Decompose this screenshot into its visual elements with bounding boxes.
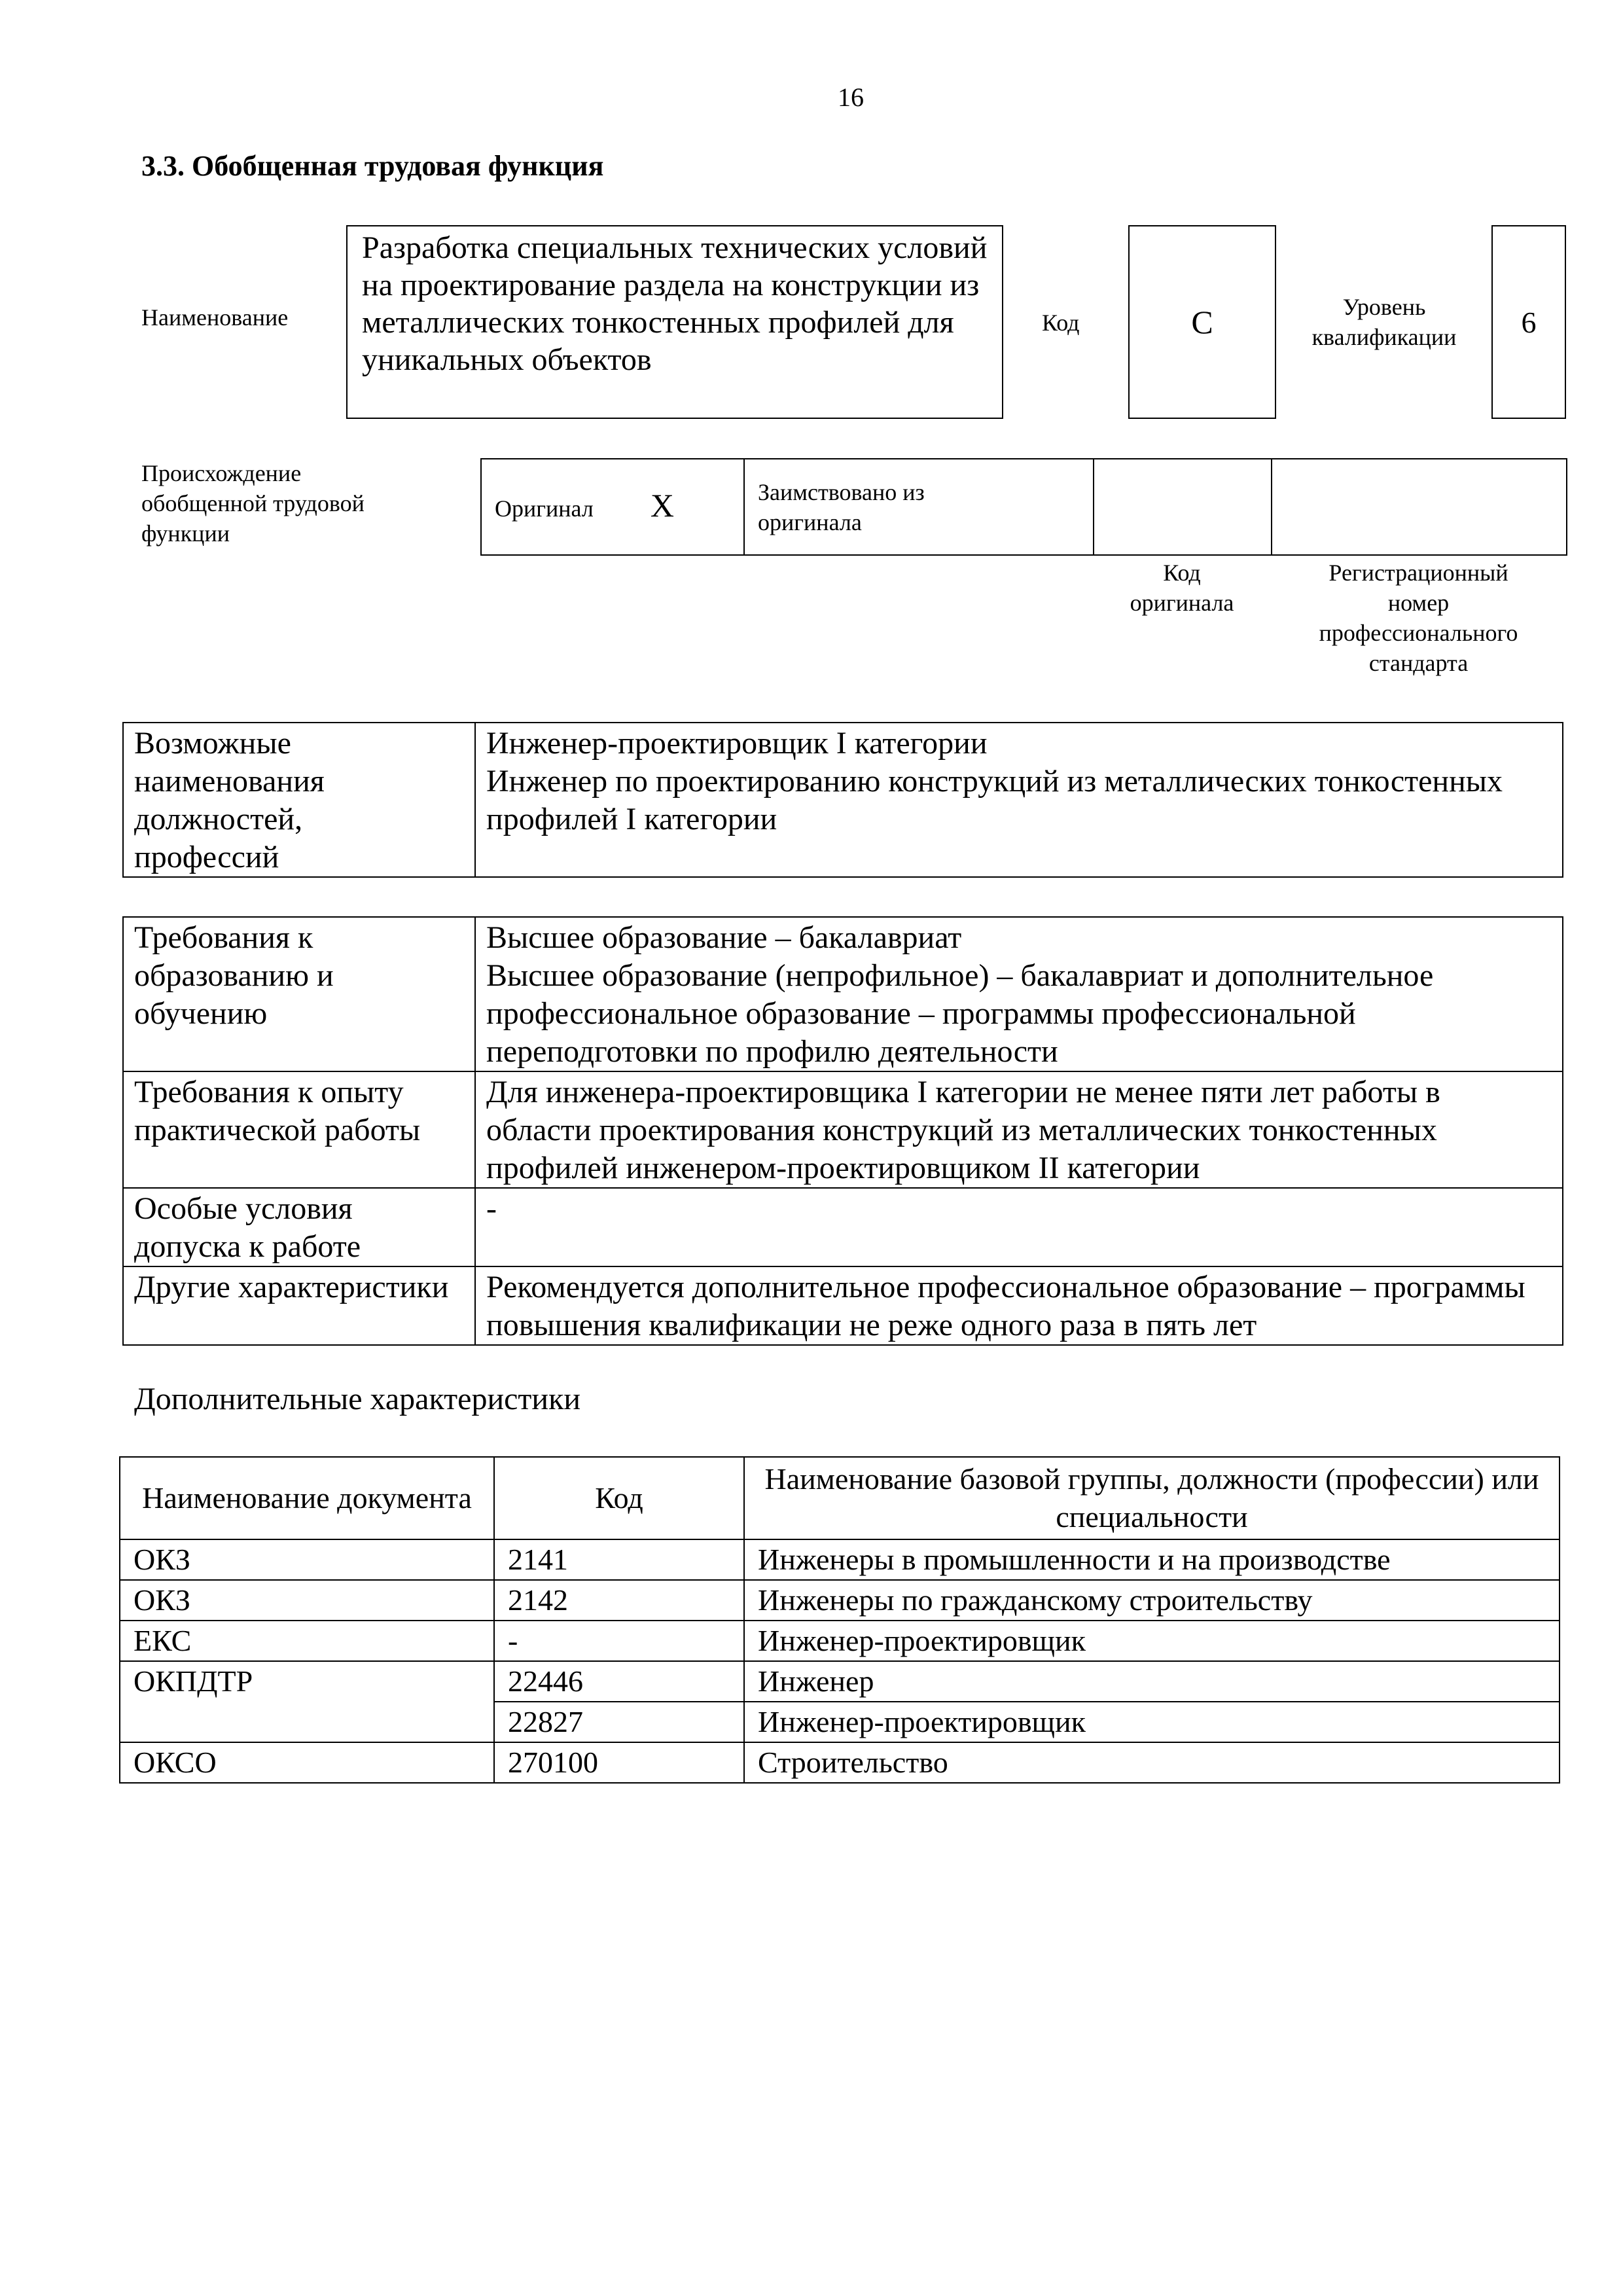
- requirement-label: Требования к опыту практической работы: [123, 1071, 475, 1188]
- caption-line: Код: [1163, 560, 1201, 586]
- requirement-line: Высшее образование – бакалавриат: [486, 920, 962, 955]
- requirement-value: [475, 1188, 1563, 1266]
- original-mark: X: [650, 487, 674, 524]
- code-value-box: [1128, 225, 1276, 419]
- requirement-line: Высшее образование (непрофильное) – бакалавриат и дополнительное профессиональное образование – программы профессиональной переподготовки по профилю деятельности: [486, 958, 1434, 1069]
- level-value-box: [1491, 225, 1566, 419]
- origin-label: [141, 458, 365, 548]
- header-group-name: Наименование базовой группы, должности (профессии) или специальности: [744, 1457, 1560, 1539]
- positions-table: [122, 722, 1563, 878]
- doc-cell: ОКЗ: [120, 1539, 494, 1580]
- requirement-label: Особые условия допуска к работе: [123, 1188, 475, 1266]
- requirement-line: Рекомендуется дополнительное профессиональное образование – программы повышения квалификации не реже одного раза в пять лет: [486, 1270, 1525, 1342]
- code-cell: 270100: [494, 1742, 744, 1783]
- name-cell: Строительство: [744, 1742, 1560, 1783]
- code-value: C: [1191, 304, 1213, 340]
- borrowed-cell: [744, 459, 1094, 555]
- requirement-row: [123, 1188, 1563, 1266]
- caption-line: Регистрационный: [1329, 560, 1508, 586]
- original-code-caption: [1093, 558, 1271, 618]
- caption-line: стандарта: [1368, 650, 1469, 676]
- name-label: Наименование: [141, 304, 289, 331]
- name-cell: Инженеры в промышленности и на производстве: [744, 1539, 1560, 1580]
- original-label: Оригинал: [495, 495, 594, 522]
- caption-line: номер: [1387, 590, 1450, 616]
- requirement-row: [123, 1266, 1563, 1345]
- requirements-table: [122, 916, 1563, 1346]
- origin-label-line: обобщенной трудовой: [141, 490, 365, 516]
- borrowed-label-line: оригинала: [758, 509, 862, 535]
- additional-table: [119, 1456, 1560, 1784]
- requirement-row: [123, 1071, 1563, 1188]
- origin-label-line: Происхождение: [141, 460, 302, 486]
- requirement-value: [475, 1266, 1563, 1345]
- level-label: [1283, 292, 1486, 352]
- requirement-label: Требования к образованию и обучению: [123, 917, 475, 1071]
- table-row: [120, 1580, 1560, 1621]
- code-cell: 2142: [494, 1580, 744, 1621]
- code-cell: 22446: [494, 1661, 744, 1702]
- original-cell: [481, 459, 744, 555]
- positions-label: [123, 723, 475, 877]
- requirement-row: [123, 917, 1563, 1071]
- requirement-label: Другие характеристики: [123, 1266, 475, 1345]
- origin-label-line: функции: [141, 520, 230, 547]
- positions-label-line: профессий: [134, 840, 279, 874]
- table-row: [120, 1661, 1560, 1702]
- caption-line: оригинала: [1130, 590, 1234, 616]
- name-cell: Инженеры по гражданскому строительству: [744, 1580, 1560, 1621]
- requirement-line: -: [486, 1191, 497, 1226]
- code-label: Код: [1042, 310, 1080, 336]
- header-doc-name: Наименование документа: [120, 1457, 494, 1539]
- table-row: [120, 1742, 1560, 1783]
- section-title: 3.3. Обобщенная трудовая функция: [141, 150, 604, 182]
- code-cell: 22827: [494, 1702, 744, 1742]
- name-cell: Инженер-проектировщик: [744, 1702, 1560, 1742]
- positions-label-line: Возможные: [134, 726, 291, 761]
- doc-cell: ОКСО: [120, 1742, 494, 1783]
- reg-number-caption: [1271, 558, 1566, 678]
- page-number: 16: [838, 82, 864, 112]
- position-title: Инженер по проектированию конструкций из металлических тонкостенных профилей I категории: [486, 764, 1503, 836]
- requirement-value: [475, 917, 1563, 1071]
- level-label-line1: Уровень: [1342, 294, 1426, 320]
- positions-label-line: должностей,: [134, 802, 303, 836]
- level-label-line2: квалификации: [1311, 324, 1457, 350]
- function-name-value: Разработка специальных технических условий на проектирование раздела на конструкции из металлических тонкостенных профилей для уникальных объектов: [346, 225, 1003, 419]
- code-cell: 2141: [494, 1539, 744, 1580]
- borrowed-label-line: Заимствовано из: [758, 478, 925, 505]
- doc-cell: ОКЗ: [120, 1580, 494, 1621]
- doc-cell: ОКПДТР: [120, 1661, 494, 1742]
- code-cell: -: [494, 1621, 744, 1661]
- requirement-line: Для инженера-проектировщика I категории не менее пяти лет работы в области проектирования конструкций из металлических тонкостенных профилей инженером-проектировщиком II категории: [486, 1075, 1440, 1185]
- positions-label-line: наименования: [134, 764, 325, 798]
- table-row: [120, 1539, 1560, 1580]
- original-code-cell: [1094, 459, 1272, 555]
- origin-table: [480, 458, 1567, 556]
- position-title: Инженер-проектировщик I категории: [486, 726, 988, 761]
- level-value: 6: [1521, 305, 1537, 339]
- name-cell: Инженер: [744, 1661, 1560, 1702]
- positions-values: [475, 723, 1563, 877]
- additional-header-row: [120, 1457, 1560, 1539]
- requirement-value: [475, 1071, 1563, 1188]
- table-row: [120, 1621, 1560, 1661]
- name-cell: Инженер-проектировщик: [744, 1621, 1560, 1661]
- additional-title: Дополнительные характеристики: [134, 1382, 581, 1416]
- reg-number-cell: [1272, 459, 1567, 555]
- doc-cell: ЕКС: [120, 1621, 494, 1661]
- header-code: Код: [494, 1457, 744, 1539]
- caption-line: профессионального: [1319, 620, 1518, 646]
